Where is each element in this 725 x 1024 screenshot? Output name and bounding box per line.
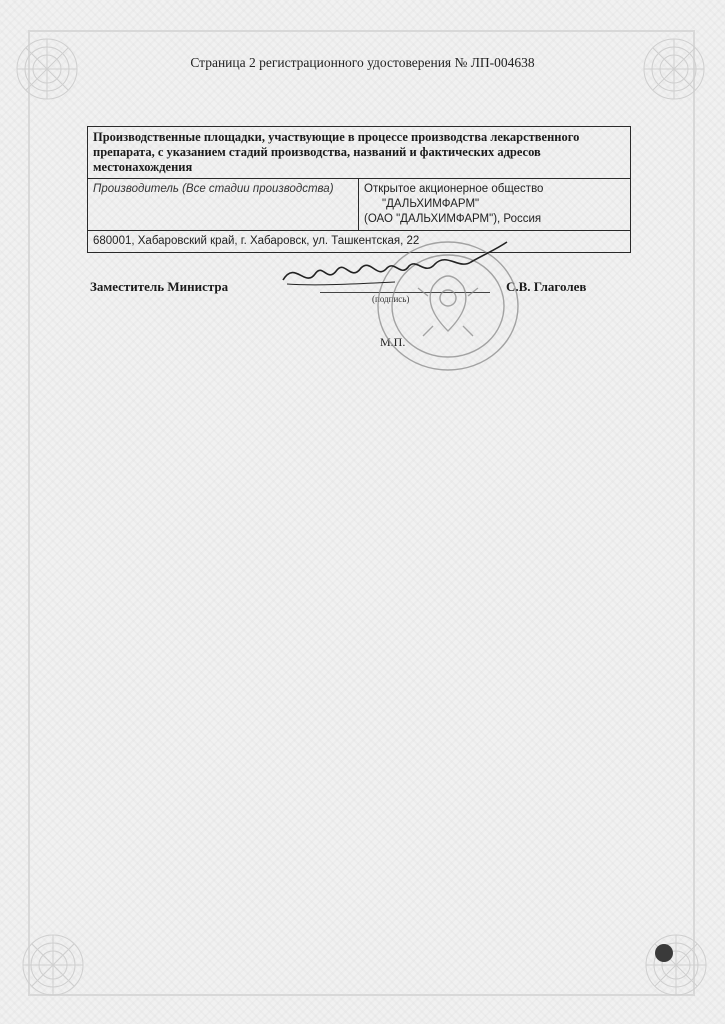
table-header-row [88, 127, 631, 179]
manufacturer-role: Производитель (Все стадии производства) [88, 179, 359, 231]
manufacturer-company [359, 179, 631, 231]
company-line-3: (ОАО "ДАЛЬХИМФАРМ"), Россия [364, 213, 542, 225]
hole-punch-mark [655, 944, 673, 962]
handwritten-signature [275, 240, 515, 300]
seal-label: М.П. [380, 335, 406, 349]
company-line-2: "ДАЛЬХИМФАРМ" [382, 198, 480, 210]
signature-caption: (подпись) [372, 294, 410, 304]
production-sites-table [87, 126, 631, 253]
signatory-title: Заместитель Министра [90, 279, 229, 294]
manufacturer-address: 680001, Хабаровский край, г. Хабаровск, ул. Ташкентская, 22 [88, 231, 631, 253]
table-heading: Производственные площадки, участвующие в процессе производства лекарственного препарата, с указанием стадий производства, названий и фактических адресов местонахождения [88, 127, 631, 179]
table-row [88, 179, 631, 231]
corner-rosette-bottom-right [637, 926, 715, 1004]
company-line-1: Открытое акционерное общество [364, 183, 544, 195]
corner-rosette-bottom-left [14, 926, 92, 1004]
signatory-name: С.В. Глаголев [506, 279, 587, 294]
page-title: Страница 2 регистрационного удостоверения № ЛП-004638 [190, 55, 535, 70]
